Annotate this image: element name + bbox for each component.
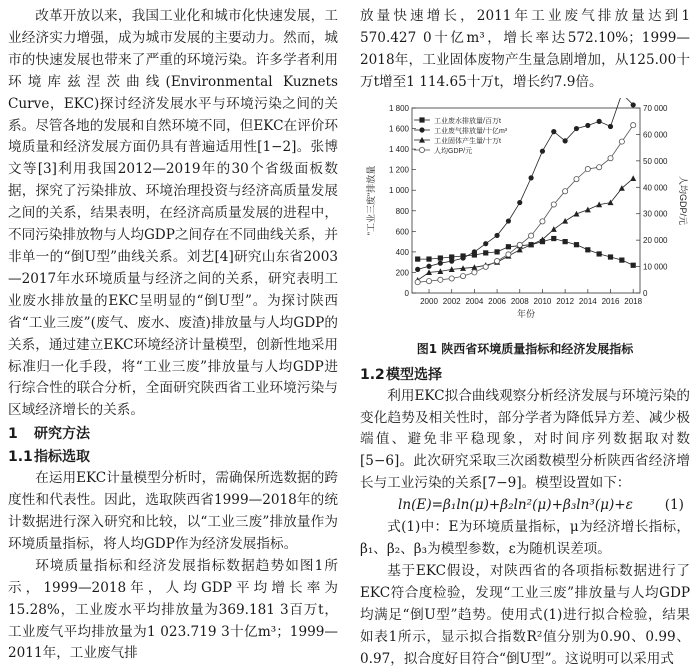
data-point: [597, 251, 602, 256]
data-point: [573, 210, 579, 216]
legend-entry: 工业废气排放量/十亿m³: [434, 127, 508, 135]
figure-1: [360, 98, 690, 338]
data-point: [438, 255, 443, 260]
data-point: [551, 129, 556, 134]
data-point: [506, 218, 511, 223]
data-point: [585, 166, 590, 171]
right-column: [360, 6, 690, 671]
y-left-tick-label: 400: [395, 247, 409, 257]
x-tick-label: 2008: [510, 296, 529, 306]
y-left-axis-label: "工业三废"排放量: [366, 165, 376, 235]
data-point: [517, 242, 522, 247]
data-point: [415, 266, 420, 271]
data-point: [563, 239, 568, 244]
data-point: [563, 188, 568, 193]
data-point: [483, 250, 488, 255]
y-right-axis-label: 人均GDP/元: [678, 175, 688, 225]
y-left-tick-label: 800: [395, 206, 409, 216]
data-point: [574, 176, 579, 181]
left-column: [8, 6, 338, 665]
data-point: [483, 264, 488, 269]
data-point: [472, 269, 477, 274]
data-point: [563, 138, 568, 143]
data-point: [585, 247, 590, 252]
data-point: [597, 164, 602, 169]
continued-paragraph: 放量快速增长，2011年工业废气排放量达到1 570.427 0十亿m³，增长率达572.10%；1999—2018年，工业固体废物产生量急剧增加，从125.00十万t增至1 114.65十万t，增长约7.9倍。: [360, 8, 690, 90]
data-point: [631, 262, 636, 267]
data-point: [415, 279, 420, 284]
section-heading-1-2: [360, 364, 690, 386]
data-point: [562, 218, 568, 224]
section-title: 模型选择: [386, 366, 442, 383]
data-point: [630, 175, 636, 181]
x-axis-label: 年份: [516, 308, 536, 319]
data-point: [551, 226, 557, 232]
y-left-tick-label: 600: [395, 226, 409, 236]
y-left-tick-label: 1 000: [388, 185, 409, 195]
data-point: [608, 124, 613, 129]
x-tick-label: 2012: [556, 296, 575, 306]
data-point: [631, 122, 636, 127]
data-point: [494, 249, 499, 254]
section-number: 1.2: [360, 366, 385, 383]
series-line-3: [418, 178, 634, 280]
data-point: [460, 255, 465, 260]
data-point: [449, 275, 454, 280]
data-point: [438, 260, 443, 265]
data-point: [438, 277, 443, 282]
data-point: [506, 244, 511, 249]
x-tick-label: 2006: [488, 296, 506, 306]
section-number: 1: [8, 426, 18, 443]
equation-explanation: 式(1)中：E为环境质量指标，μ为经济增长指标，β₁、β₂、β₃为模型参数，ε为随机误差项。: [360, 519, 690, 558]
data-point: [494, 232, 499, 237]
section-number: 1.1: [8, 449, 33, 466]
legend-marker: [419, 117, 424, 122]
data-point: [460, 273, 465, 278]
data-point: [426, 278, 431, 283]
y-left-tick-label: 1 200: [388, 165, 409, 175]
section-heading-1-1: [8, 446, 338, 468]
y-right-tick-label: 10 000: [643, 262, 668, 272]
data-point: [483, 241, 488, 246]
ekc-test-paragraph: 基于EKC假设，对陕西省的各项指标数据进行了EKC符合度检验，发现“工业三废”排放量与人均GDP均满足“倒U型”趋势。使用式(1)进行拟合检验，结果如表1所示，显示拟合指数R²值分别为0.90、0.99、0.97，拟合度好目符合“倒U型”。这说明可以采用式: [360, 562, 690, 667]
data-point: [415, 256, 420, 261]
model-selection-paragraph: 利用EKC拟合曲线观察分析经济发展与环境污染的变化趋势及相关性时，部分学者为降低异方差、减少极端值、避免非平稳现象，对时间序列数据取对数[5−6]。此次研究采取三次函数模型分析陕西省经济增长与工业污染的关系[7−9]。模型设置如下：: [360, 387, 690, 492]
data-point: [529, 233, 534, 238]
x-tick-label: 2002: [442, 296, 461, 306]
data-point: [426, 263, 431, 268]
section-title: 研究方法: [34, 426, 90, 443]
data-point: [517, 200, 522, 205]
data-point: [449, 258, 454, 263]
y-left-tick-label: 0: [404, 288, 409, 298]
x-tick-label: 2010: [533, 296, 552, 306]
x-tick-label: 2004: [465, 296, 484, 306]
data-trend-paragraph: 环境质量指标和经济发展指标数据趋势如图1所示，1999—2018年，人均GDP平均增长率为15.28%，工业废水平均排放量为369.181 3百万t，工业废气平均排放量为1 023.719 3十亿m³；1999—2011年，工业废气排: [8, 557, 338, 662]
legend-marker: [419, 127, 424, 132]
y-right-tick-label: 30 000: [643, 209, 668, 219]
data-point: [608, 155, 613, 160]
data-point: [540, 218, 545, 223]
data-point: [608, 254, 613, 259]
data-point: [494, 258, 499, 263]
equation-1: [360, 495, 690, 517]
line-chart: [360, 98, 690, 338]
y-right-tick-label: 0: [643, 288, 648, 298]
x-tick-label: 2016: [601, 296, 620, 306]
data-point: [585, 122, 590, 127]
legend-marker: [419, 147, 424, 152]
plot-frame: [412, 108, 640, 293]
x-tick-label: 2000: [420, 296, 438, 306]
data-point: [597, 118, 602, 123]
y-right-tick-label: 70 000: [643, 103, 668, 113]
data-point: [631, 102, 636, 107]
data-point: [619, 139, 624, 144]
data-point: [506, 251, 511, 256]
legend-entry: 工业废水排放量/百万t: [434, 117, 501, 125]
y-right-tick-label: 60 000: [643, 130, 668, 140]
data-point: [551, 236, 556, 241]
equation-expression: ln(E)=β₁ln(μ)+β₂ln²(μ)+β₃ln³(μ)+ε: [398, 497, 633, 514]
legend-entry: 人均GDP/元: [434, 147, 473, 155]
y-left-tick-label: 1 600: [388, 124, 409, 134]
figure-caption: 图1 陕西省环境质量指标和经济发展指标: [416, 341, 634, 356]
data-point: [426, 256, 431, 261]
intro-paragraph: 改革开放以来，我国工业化和城市化快速发展，工业经济实力增强，成为城市发展的主要动力。然而，城市的快速发展也带来了严重的环境污染。许多学者利用环境库兹涅茨曲线(Environmental Kuznets Curve，EKC)探讨经济发展水平与环境污染之间的关系。尽管各地的发展和自然环境不同，但EKC在评价环境质量和经济发展方面仍具有普遍适用性[1−2]。张博文等[3]利用我国2012—2019年的30个省级面板数据，探究了污染排放、环境治理投资与经济高质量发展之间的关系，结果表明，在经济高质量发展的进程中，不同污染排放物与人均GDP之间存在不同曲线关系，并非单一的“倒U型”曲线关系。刘艺[4]研究山东省2003—2017年水环境质量与经济之间的关系，研究表明工业废水排放量的EKC呈明显的“倒U型”。为探讨陕西省“工业三废”(废气、废水、废渣)排放量与人均GDP的关系，通过建立EKC环境经济计量模型，创新性地采用标准归一化手段，将“工业三废”排放量与人均GDP进行综合性的联合分析，全面研究陕西省工业环境污染与区域经济增长的关系。: [8, 8, 338, 419]
data-point: [574, 126, 579, 131]
indicator-selection-paragraph: 在运用EKC计量模型分析时，需确保所选数据的跨度性和代表性。因此，选取陕西省1999—2018年的统计数据进行深入研究和比较，以“工业三废”排放量作为环境质量指标，将人均GDP作为经济发展指标。: [8, 470, 338, 552]
data-point: [472, 249, 477, 254]
x-tick-label: 2014: [578, 296, 597, 306]
y-left-tick-label: 200: [395, 268, 409, 278]
y-right-tick-label: 50 000: [643, 156, 668, 166]
legend-entry: 工业固体产生量/十万t: [434, 137, 501, 145]
data-point: [540, 148, 545, 153]
x-tick-label: 2018: [624, 296, 643, 306]
section-title: 指标选取: [34, 449, 90, 466]
y-left-tick-label: 1 400: [388, 144, 409, 154]
y-left-tick-label: 1 800: [388, 103, 409, 113]
section-heading-1: [8, 423, 338, 445]
equation-number: (1): [664, 497, 684, 514]
data-point: [619, 257, 624, 262]
y-right-tick-label: 40 000: [643, 182, 668, 192]
y-right-tick-label: 20 000: [643, 235, 668, 245]
data-point: [585, 206, 591, 212]
data-point: [529, 175, 534, 180]
data-point: [574, 242, 579, 247]
data-point: [551, 201, 556, 206]
